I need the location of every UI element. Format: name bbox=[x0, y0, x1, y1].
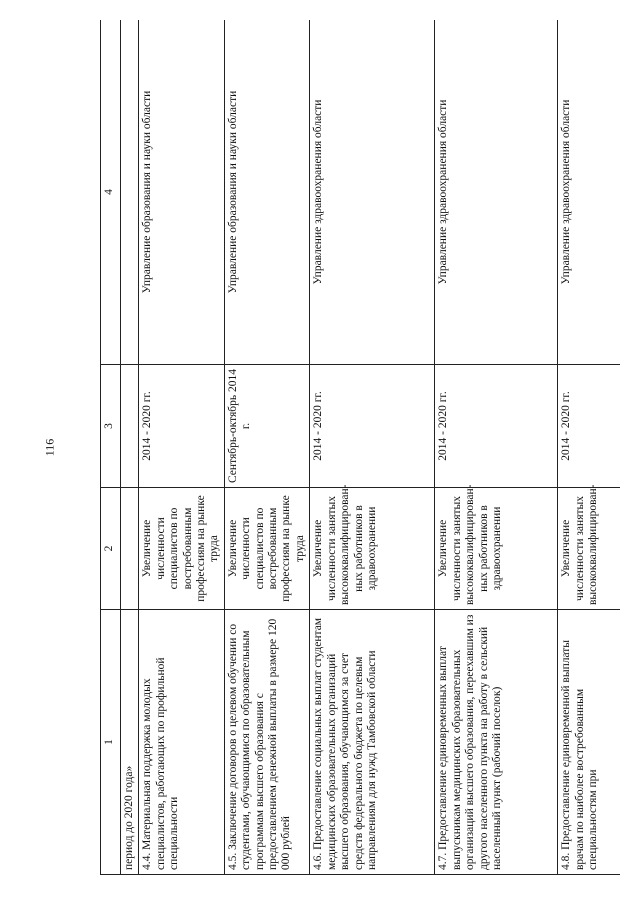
measure-cell: 4.7. Предоставление единовременных выплат выпускникам медицинских образовательных организаций высшего образования, переехавшим из другого населенного пункта на работу в сельский населенный пункт (рабочий поселок) bbox=[435, 610, 558, 875]
table-row bbox=[558, 20, 620, 875]
period-cell: Сентябрь-октябрь 2014 г. bbox=[224, 365, 309, 488]
result-cell: Увеличение численности специалистов по востребованным профессиям на рынке труда bbox=[224, 488, 309, 610]
table-row bbox=[435, 20, 558, 875]
executor-cell: Управление образования и науки области bbox=[224, 20, 309, 365]
rotated-table-wrapper bbox=[100, 20, 620, 875]
document-sheet bbox=[100, 20, 620, 875]
period-cell: 2014 - 2020 гг. bbox=[139, 365, 224, 488]
result-cell: Увеличение численности специалистов по востребованным профессиям на рынке труда bbox=[139, 488, 224, 610]
executor-cell: Управление здравоохранения области bbox=[435, 20, 558, 365]
period-cell: 2014 - 2020 гг. bbox=[310, 365, 435, 488]
executor-cell: Управление образования и науки области bbox=[139, 20, 224, 365]
empty-cell bbox=[121, 20, 139, 365]
header-col-1: 1 bbox=[101, 610, 121, 875]
measure-cell: 4.5. Заключение договоров о целевом обучении со студентами, обучающимися по образовательным программам высшего образования с предоставлением денежной выплаты в размере 120 000 рублей bbox=[224, 610, 309, 875]
table-row bbox=[224, 20, 309, 875]
executor-cell: Управление здравоохранения области bbox=[558, 20, 620, 365]
header-col-4: 4 bbox=[101, 20, 121, 365]
period-cell: 2014 - 2020 гг. bbox=[435, 365, 558, 488]
measure-cell: 4.4. Материальная поддержка молодых специалистов, работающих по профильной специальности bbox=[139, 610, 224, 875]
executor-cell: Управление здравоохранения области bbox=[310, 20, 435, 365]
measure-cell: 4.6. Предоставление социальных выплат студентам медицинских образовательных организаций высшего образования, обучающимся за счет средств федерального бюджета по целевым направлениям для нужд Тамбовской области bbox=[310, 610, 435, 875]
empty-cell bbox=[121, 488, 139, 610]
table-row bbox=[139, 20, 224, 875]
measures-table bbox=[100, 20, 620, 875]
result-cell: Увеличение численности занятых высококвалифицирован-ных работников в здравоохранении bbox=[310, 488, 435, 610]
empty-cell bbox=[121, 365, 139, 488]
result-cell: Увеличение численности занятых высококвалифицирован-ных работников в здравоохранении bbox=[435, 488, 558, 610]
result-cell: Увеличение численности занятых высококвалифицирован- bbox=[558, 488, 620, 610]
continuation-row bbox=[121, 20, 139, 875]
continuation-text: период до 2020 года» bbox=[121, 610, 139, 875]
table-row bbox=[310, 20, 435, 875]
period-cell: 2014 - 2020 гг. bbox=[558, 365, 620, 488]
header-row bbox=[101, 20, 121, 875]
measure-cell: 4.8. Предоставление единовременной выплаты врачам по наиболее востребованным специальностям при bbox=[558, 610, 620, 875]
header-col-3: 3 bbox=[101, 365, 121, 488]
header-col-2: 2 bbox=[101, 488, 121, 610]
page-number: 116 bbox=[42, 438, 57, 457]
